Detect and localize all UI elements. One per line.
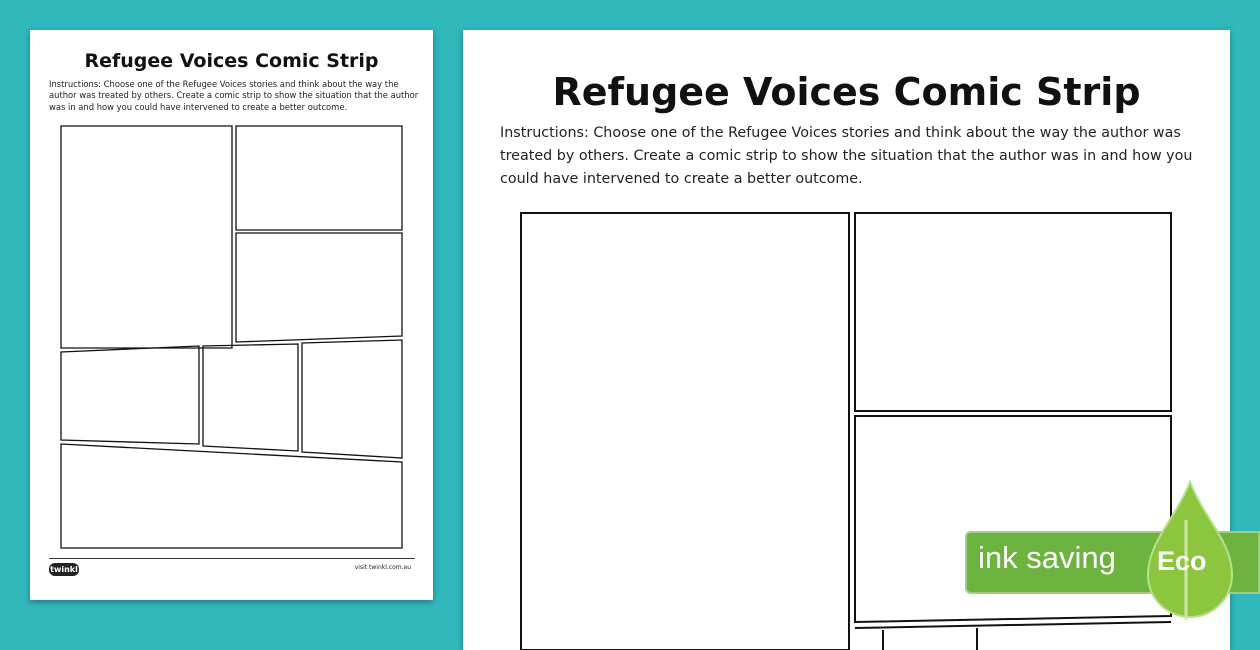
twinkl-logo: twinkl	[50, 565, 78, 574]
worksheet-instructions: Instructions: Choose one of the Refugee Voices stories and think about the way the author was treated by others. Create a comic strip to show the situation that the author was in and how you could have intervened to create a better outcome.	[49, 79, 419, 112]
comic-panels	[30, 30, 433, 600]
footer-site: visit twinkl.com.au	[354, 564, 411, 571]
worksheet-title: Refugee Voices Comic Strip	[84, 50, 379, 72]
worksheet-preview-small	[30, 30, 433, 600]
eco-label: Eco	[1157, 546, 1207, 576]
ink-saving-text: ink saving	[978, 540, 1116, 575]
comic-panel	[236, 233, 402, 342]
comic-panel	[855, 213, 1171, 411]
comic-panel	[61, 444, 402, 548]
comic-panel	[521, 213, 849, 650]
worksheet-title: Refugee Voices Comic Strip	[552, 70, 1141, 114]
comic-panel	[61, 346, 199, 444]
footer-divider	[49, 558, 415, 559]
comic-panel-edge	[855, 622, 1171, 628]
comic-panel	[203, 344, 298, 451]
worksheet-instructions: Instructions: Choose one of the Refugee Voices stories and think about the way the author was treated by others. Create a comic strip to show the situation that the author was in and how you could have intervened to create a better outcome.	[500, 125, 1193, 187]
comic-panel	[236, 126, 402, 230]
comic-panel	[61, 126, 232, 348]
comic-panel	[302, 340, 402, 458]
